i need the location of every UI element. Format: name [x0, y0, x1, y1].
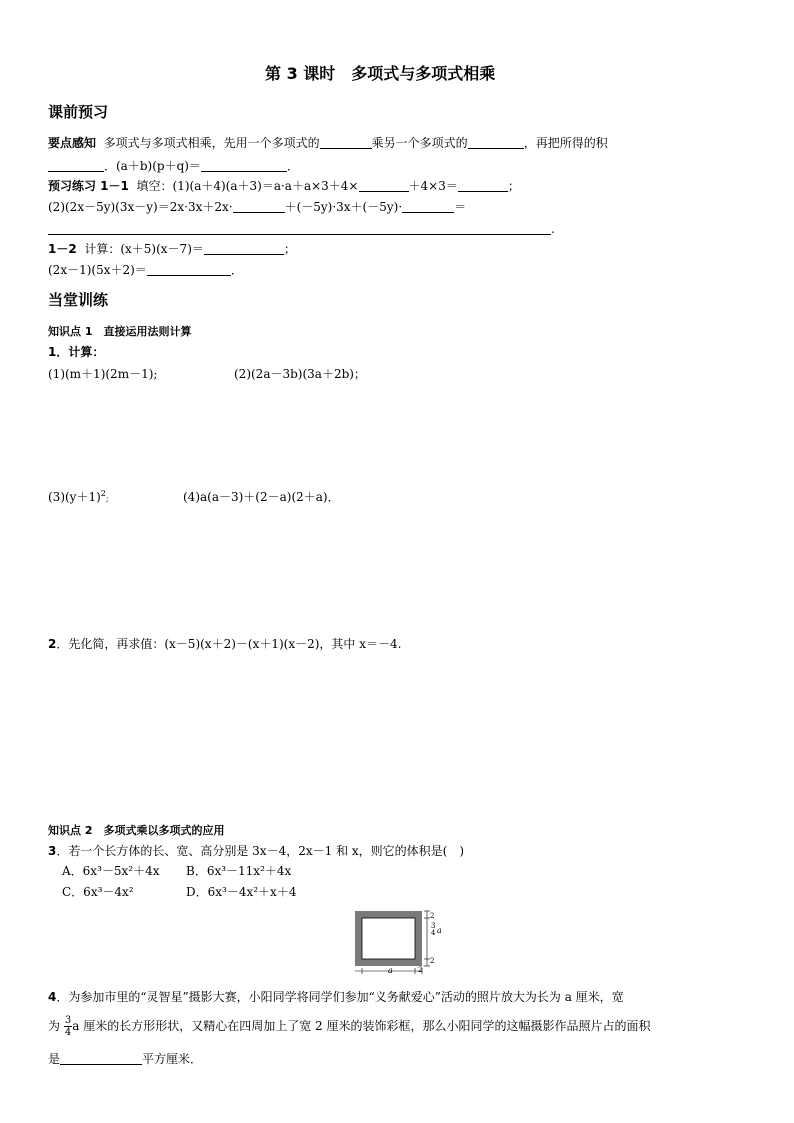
option-d[interactable]: D．6x³－4x²＋x＋4	[186, 885, 297, 899]
question-4-line2: 为 $\frac{3}{4}$ a 厘米的长方形形状，又精心在四周加上了宽 2 厘米的装饰彩框，那么小阳同学的这幅摄影作品照片占的面积	[48, 1015, 651, 1038]
blank-7[interactable]	[233, 200, 285, 213]
key-points-label: 要点感知	[48, 136, 97, 150]
option-a[interactable]: A．6x³－5x²＋4x	[62, 864, 160, 878]
blank-3[interactable]	[48, 159, 104, 172]
section-class-training: 当堂训练	[48, 291, 109, 309]
exercise-11-line3	[48, 222, 555, 236]
blank-4[interactable]	[201, 159, 287, 172]
exercise-11-label: 预习练习 1－1	[48, 179, 129, 193]
exercise-11-line2	[48, 198, 466, 215]
page-title: 第 3 课时 多项式与多项式相乘	[265, 64, 496, 83]
question-1-4: (4)a(a－3)＋(2－a)(2＋a)．	[183, 490, 340, 504]
key-points-text5: ．	[286, 159, 299, 173]
exercise-12-line2	[48, 261, 243, 278]
question-1-2: (2)(2a－3b)(3a＋2b)；	[234, 367, 366, 381]
key-points-text1: 多项式与多项式相乘，先用一个多项式的	[103, 136, 320, 150]
section-preview: 课前预习	[48, 103, 109, 121]
question-4-line3: 是 平方厘米．	[48, 1052, 203, 1066]
photo-inner	[362, 918, 415, 959]
blank-1[interactable]	[320, 136, 372, 149]
exercise-12-text1: 计算：(x＋5)(x－7)＝	[84, 242, 204, 256]
exercise-12-line1	[48, 240, 296, 257]
exercise-12-line2-end: ．	[230, 263, 243, 277]
exercise-11-text3: ；	[507, 179, 520, 193]
blank-2[interactable]	[468, 136, 524, 149]
blank-9[interactable]	[48, 222, 551, 235]
question-1-1: (1)(m＋1)(2m－1);	[48, 367, 158, 381]
blank-10[interactable]	[204, 242, 284, 255]
question-2: 2．先化简，再求值：(x－5)(x＋2)－(x＋1)(x－2)，其中 x＝－4.	[48, 637, 402, 651]
option-c[interactable]: C．6x³－4x²	[62, 885, 134, 899]
blank-8[interactable]	[402, 200, 454, 213]
figure-label-right-top-2: 2	[430, 912, 435, 920]
exercise-11-line1	[48, 177, 520, 194]
blank-6[interactable]	[458, 179, 508, 192]
figure-label-bottom-a: a	[388, 966, 393, 975]
exercise-11-line2-b: ＋(－5y)·3x＋(－5y)·	[284, 200, 403, 214]
blank-11[interactable]	[147, 263, 231, 276]
question-1-3: $(3)(y+1)^2$;	[48, 489, 109, 504]
figure-label-right-a: a	[437, 926, 442, 935]
question-3: 3．若一个长方体的长、宽、高分别是 3x－4，2x－1 和 x，则它的体积是( )	[48, 844, 465, 858]
figure-label-bottom-2: 2	[418, 966, 423, 974]
figure-label-right-bottom-2: 2	[430, 957, 435, 965]
exercise-11-line2-c: ＝	[454, 200, 467, 214]
question-4-line1: 4．为参加市里的“灵智星”摄影大赛，小阳同学将同学们参加“义务献爱心”活动的照片放大为长为 a 厘米，宽	[48, 990, 624, 1004]
exercise-12-line2-text: (2x－1)(5x＋2)＝	[48, 263, 147, 277]
exercise-11-end-dot: .	[551, 222, 555, 236]
option-b[interactable]: B．6x³－11x²＋4x	[186, 864, 292, 878]
exercise-11-text2: ＋4×3＝	[408, 179, 458, 193]
key-points-text4: ．(a＋b)(p＋q)＝	[104, 159, 201, 173]
knowledge-point-2: 知识点 2 多项式乘以多项式的应用	[48, 824, 225, 837]
fraction-three-quarters: $\frac{3}{4}$	[64, 1015, 72, 1038]
blank-5[interactable]	[359, 179, 409, 192]
key-points-line2	[48, 157, 299, 174]
key-points-text3: ，再把所得的积	[523, 136, 608, 150]
exercise-11-line2-a: (2)(2x－5y)(3x－y)＝2x·3x＋2x·	[48, 200, 233, 214]
exercise-11-text1: 填空：(1)(a＋4)(a＋3)＝a·a＋a×3＋4×	[136, 179, 359, 193]
exercise-12-text2: ；	[283, 242, 296, 256]
key-points-text2: 乘另一个多项式的	[371, 136, 468, 150]
question-1-label: 1．计算：	[48, 345, 105, 359]
blank-12[interactable]	[60, 1052, 142, 1065]
knowledge-point-1: 知识点 1 直接运用法则计算	[48, 325, 192, 338]
exercise-12-label: 1－2	[48, 242, 77, 256]
key-points-line1	[48, 134, 608, 151]
figure-label-three-quarter-a: 3 4	[431, 922, 436, 937]
framed-photo-figure	[350, 908, 450, 978]
